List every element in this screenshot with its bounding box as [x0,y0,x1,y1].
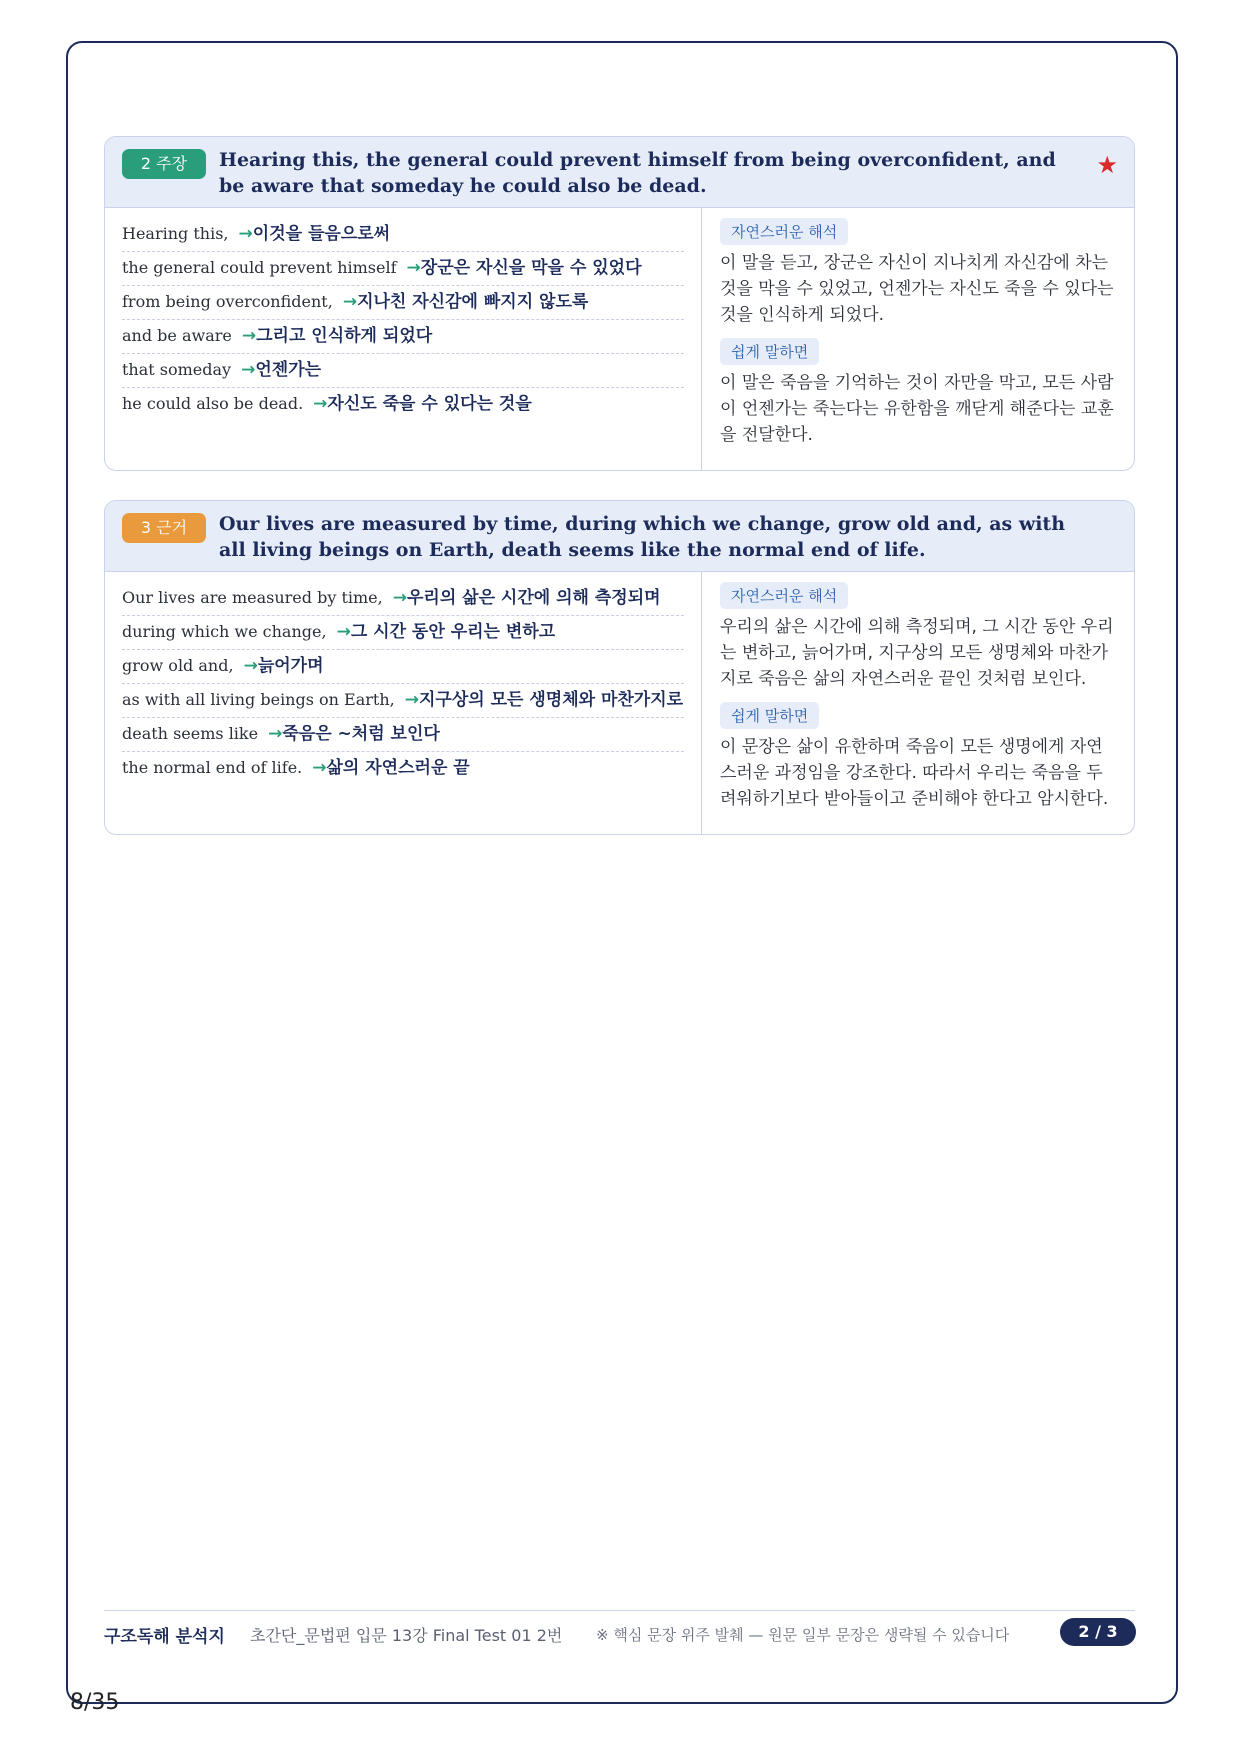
arrow-icon: → [312,758,327,778]
natural-translation-text: 우리의 삶은 시간에 의해 측정되며, 그 시간 동안 우리는 변하고, 늙어가며, 지구상의 모든 생명체와 마찬가지로 죽음은 삶의 자연스러운 끝인 것처럼 보인다. [720,617,1114,689]
chunk-english: and be aware [122,326,232,345]
chunk-english: the general could prevent himself [122,258,397,277]
chunk-row [122,752,684,785]
arrow-icon: → [243,656,258,676]
simple-explanation-text: 이 말은 죽음을 기억하는 것이 자만을 막고, 모든 사람이 언젠가는 죽는다는 유한함을 깨닫게 해준다는 교훈을 전달한다. [720,373,1114,445]
chunk-english: the normal end of life. [122,758,303,777]
chunk-row [122,388,684,421]
pdf-page-counter: 8/35 [70,1690,120,1715]
natural-translation-label: 자연스러운 해석 [720,582,848,609]
claim-badge: 2 주장 [122,149,206,179]
chunk-english: grow old and, [122,656,234,675]
chunk-row [122,252,684,286]
chunk-korean: →우리의 삶은 시간에 의해 측정되며 [392,588,661,608]
chunk-korean: →자신도 죽을 수 있다는 것을 [313,394,532,414]
arrow-icon: → [406,258,421,278]
chunk-row [122,582,684,616]
chunk-english: as with all living beings on Earth, [122,690,395,709]
chunk-english: Hearing this, [122,224,229,243]
arrow-icon: → [313,394,328,414]
chunk-english: death seems like [122,724,259,743]
arrow-icon: → [241,360,256,380]
chunk-korean: →죽음은 ~처럼 보인다 [268,724,440,744]
arrow-icon: → [342,292,358,312]
chunk-row [122,684,684,718]
chunk-english: that someday [122,360,232,379]
sentence-card-3 [104,500,1135,835]
footer-note: ※ 핵심 문장 위주 발췌 — 원문 일부 문장은 생략될 수 있습니다 [596,1626,1010,1644]
chunk-korean: →지구상의 모든 생명체와 마찬가지로 [404,690,684,710]
chunk-row [122,650,684,684]
chunk-row [122,320,684,354]
sentence-text: Our lives are measured by time, during which we change, grow old and, as with all living beings on Earth, death seems like the normal end of life. [219,513,1066,561]
arrow-icon: → [404,690,419,710]
simple-explanation-label: 쉽게 말하면 [720,338,819,365]
natural-translation-label: 자연스러운 해석 [720,218,848,245]
chunk-english: from being overconfident, [122,292,333,311]
chunk-korean: →그 시간 동안 우리는 변하고 [336,622,556,642]
chunk-english: Our lives are measured by time, [122,588,383,607]
chunk-korean: →삶의 자연스러운 끝 [312,758,470,778]
simple-explanation-label: 쉽게 말하면 [720,702,819,729]
arrow-icon: → [238,224,253,244]
chunk-english: during which we change, [122,622,327,641]
arrow-icon: → [336,622,351,642]
chunk-korean: →늙어가며 [243,656,324,676]
footer-source: 초간단_문법편 입문 13강 Final Test 01 2번 [250,1626,563,1645]
interpretation-panel [702,208,1134,470]
arrow-icon: → [268,724,283,744]
page-indicator: 2 / 3 [1060,1618,1136,1646]
evidence-badge: 3 근거 [122,513,206,543]
arrow-icon: → [241,326,257,346]
sentence-text: Hearing this, the general could prevent himself from being overconfident, and be aware that someday he could also be dead. [219,149,1056,197]
chunk-row [122,718,684,752]
chunk-korean: →이것을 들음으로써 [238,224,391,244]
natural-translation-text: 이 말을 듣고, 장군은 자신이 지나치게 자신감에 차는 것을 막을 수 있었고, 언젠가는 자신도 죽을 수 있다는 것을 인식하게 되었다. [720,253,1114,325]
interpretation-panel [702,572,1134,834]
simple-explanation-text: 이 문장은 삶이 유한하며 죽음이 모든 생명에게 자연스러운 과정임을 강조한다. 따라서 우리는 죽음을 두려워하기보다 받아들이고 준비해야 한다고 암시한다. [720,737,1109,809]
chunk-korean: →언젠가는 [241,360,322,380]
card-header [105,137,1134,208]
chunk-list [105,208,702,470]
chunk-row [122,286,684,320]
chunk-korean: →그리고 인식하게 되었다 [241,326,433,346]
star-icon: ★ [1096,151,1118,179]
chunk-row [122,616,684,650]
sentence-card-2 [104,136,1135,471]
chunk-english: he could also be dead. [122,394,304,413]
card-header [105,501,1134,572]
arrow-icon: → [392,588,407,608]
footer-title: 구조독해 분석지 [104,1627,225,1647]
chunk-row [122,354,684,388]
chunk-korean: →지나친 자신감에 빠지지 않도록 [342,292,589,312]
chunk-korean: →장군은 자신을 막을 수 있었다 [406,258,642,278]
chunk-row [122,218,684,252]
footer-divider [104,1610,1135,1611]
chunk-list [105,572,702,834]
